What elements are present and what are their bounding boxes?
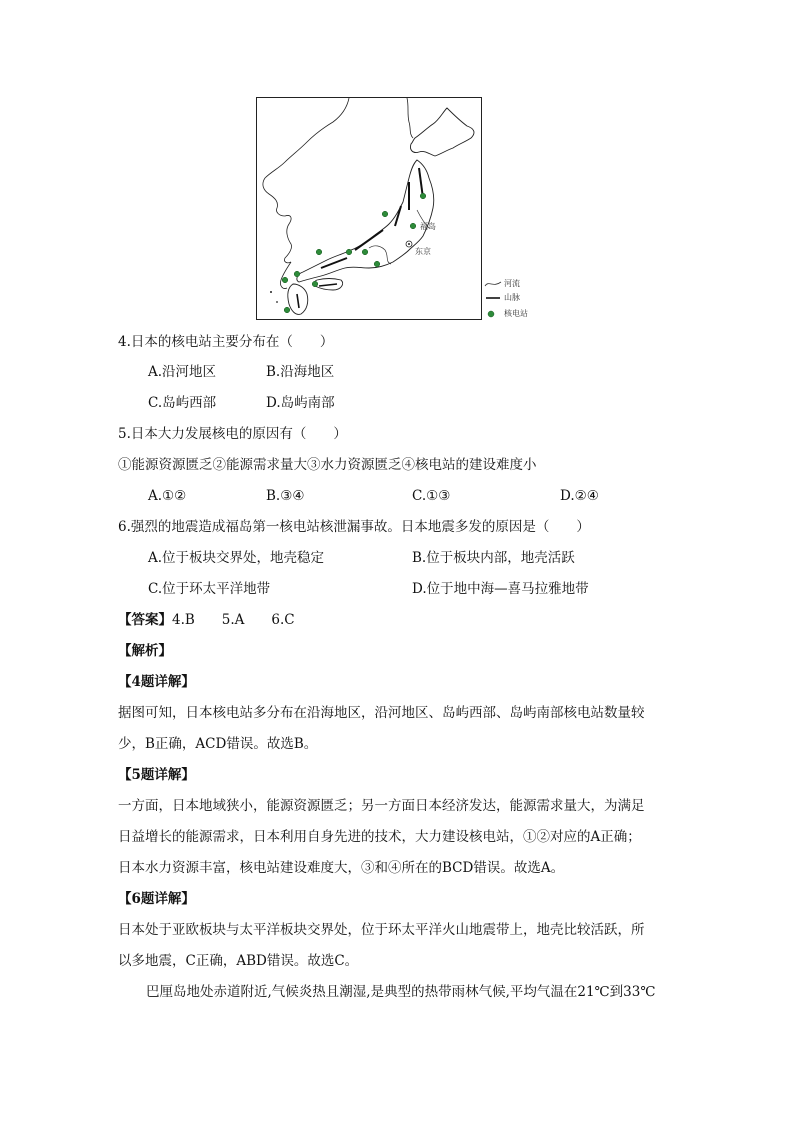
japan-map bbox=[256, 97, 482, 320]
mountain-range bbox=[355, 230, 383, 250]
mountain-range bbox=[319, 284, 337, 286]
river-symbol-icon bbox=[484, 277, 502, 291]
nuclear-station-marker bbox=[374, 261, 380, 267]
q6-option-d: D.位于地中海—喜马拉雅地带 bbox=[412, 581, 589, 597]
nuclear-station-marker bbox=[382, 211, 388, 217]
nuclear-station-marker bbox=[420, 193, 426, 199]
q5-detail-line-1: 一方面，日本地域狭小，能源资源匮乏；另一方面日本经济发达，能源需求量大，为满足 bbox=[118, 798, 645, 814]
q4-option-a: A.沿河地区 bbox=[148, 364, 217, 380]
q6-detail-line-2: 以多地震，C正确，ABD错误。故选C。 bbox=[118, 953, 359, 969]
q5-option-b: B.③④ bbox=[266, 488, 305, 504]
q5-stem: 5.日本大力发展核电的原因有（ ） bbox=[118, 426, 347, 442]
honshu bbox=[297, 160, 434, 282]
q4-stem: 4.日本的核电站主要分布在（ ） bbox=[118, 334, 334, 350]
answer-line bbox=[118, 610, 295, 630]
analysis-label: 【解析】 bbox=[118, 643, 172, 659]
sakhalin bbox=[407, 98, 413, 138]
q4-option-d: D.岛屿南部 bbox=[266, 395, 335, 411]
q5-option-d: D.②④ bbox=[560, 488, 599, 504]
mountain-range bbox=[395, 206, 401, 226]
q4-detail-line-1: 据图可知，日本核电站多分布在沿海地区，沿河地区、岛屿西部、岛屿南部核电站数量较 bbox=[118, 705, 645, 721]
q4-detail-heading: 【4题详解】 bbox=[118, 674, 195, 690]
q5-option-a: A.①② bbox=[148, 488, 187, 504]
nuclear-station-marker bbox=[294, 271, 300, 277]
map-drawing bbox=[257, 98, 481, 319]
answer-label: 【答案】 bbox=[118, 612, 172, 628]
q6-detail-heading: 【6题详解】 bbox=[118, 891, 195, 907]
nuclear-station-marker bbox=[284, 307, 290, 313]
nuclear-station-marker bbox=[282, 277, 288, 283]
q5-items: ①能源资源匮乏②能源需求量大③水力资源匮乏④核电站的建设难度小 bbox=[118, 457, 537, 473]
nuclear-station-marker bbox=[410, 223, 416, 229]
q6-option-c: C.位于环太平洋地带 bbox=[148, 581, 271, 597]
river bbox=[369, 246, 391, 264]
mountain-symbol-icon bbox=[484, 291, 502, 305]
nuclear-station-marker bbox=[346, 249, 352, 255]
mainland-coast bbox=[263, 98, 349, 263]
q6-detail-line-1: 日本处于亚欧板块与太平洋板块交界处，位于环太平洋火山地震带上，地壳比较活跃，所 bbox=[118, 922, 645, 938]
korea-coast bbox=[280, 262, 291, 289]
q5-detail-heading: 【5题详解】 bbox=[118, 767, 195, 783]
q5-detail-line-3: 日本水力资源丰富，核电站建设难度大，③和④所在的BCD错误。故选A。 bbox=[118, 860, 565, 876]
q6-option-a: A.位于板块交界处，地壳稳定 bbox=[148, 550, 325, 566]
city-fukushima-label: 福岛 bbox=[420, 222, 436, 231]
hokkaido bbox=[410, 108, 473, 156]
city-tokyo-label: 东京 bbox=[415, 247, 431, 256]
answer-text: 4.B 5.A 6.C bbox=[172, 612, 295, 628]
q4-detail-line-2: 少，B正确，ACD错误。故选B。 bbox=[118, 736, 318, 752]
q4-option-b: B.沿海地区 bbox=[266, 364, 335, 380]
q6-option-b: B.位于板块内部，地壳活跃 bbox=[412, 550, 575, 566]
q5-detail-line-2: 日益增长的能源需求，日本利用自身先进的技术，大力建设核电站，①②对应的A正确； bbox=[118, 829, 641, 845]
nuclear-station-marker bbox=[312, 281, 318, 287]
q6-stem: 6.强烈的地震造成福岛第一核电站核泄漏事故。日本地震多发的原因是（ ） bbox=[118, 519, 590, 535]
map-legend: 河流 山脉 核电站 bbox=[484, 277, 564, 322]
q4-option-c: C.岛屿西部 bbox=[148, 395, 217, 411]
q5-option-c: C.①③ bbox=[412, 488, 451, 504]
nuclear-symbol-icon bbox=[484, 307, 502, 321]
nuclear-station-marker bbox=[316, 249, 322, 255]
mountain-range bbox=[297, 294, 299, 308]
mountain-range bbox=[321, 258, 347, 268]
next-paragraph: 巴厘岛地处赤道附近,气候炎热且潮湿,是典型的热带雨林气候,平均气温在21℃到33℃ bbox=[146, 984, 656, 1000]
nuclear-station-marker bbox=[362, 249, 368, 255]
